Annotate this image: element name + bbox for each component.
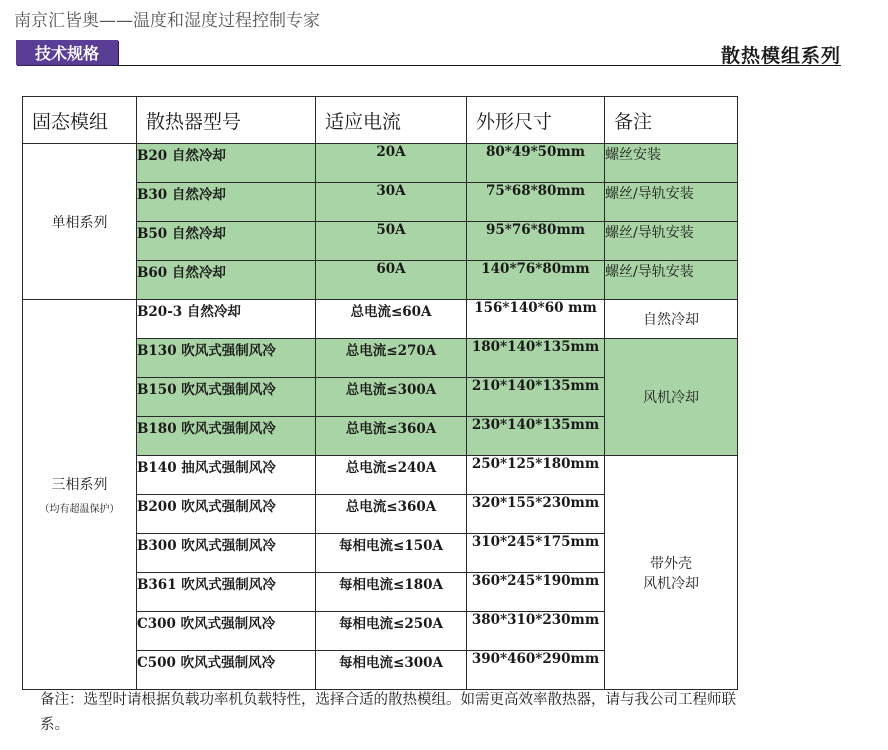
size-cell: 180*140*135mm [467,339,605,378]
size-cell: 310*245*175mm [467,534,605,573]
col-header-current: 适应电流 [316,97,467,144]
col-header-module: 固态模组 [23,97,137,144]
col-header-model: 散热器型号 [137,97,316,144]
note-cell: 螺丝/导轨安装 [605,261,738,300]
size-cell: 80*49*50mm [467,144,605,183]
current-cell: 每相电流≤150A [316,534,467,573]
model-cell: B20 自然冷却 [137,144,316,183]
note-housing-line1: 带外壳 [650,555,692,572]
model-cell: B30 自然冷却 [137,183,316,222]
current-cell: 每相电流≤180A [316,573,467,612]
current-cell: 每相电流≤250A [316,612,467,651]
size-cell: 380*310*230mm [467,612,605,651]
size-cell: 230*140*135mm [467,417,605,456]
size-cell: 95*76*80mm [467,222,605,261]
note-natural-cooling: 自然冷却 [605,300,738,339]
spec-tag: 技术规格 [16,40,118,65]
size-cell: 320*155*230mm [467,495,605,534]
current-cell: 总电流≤360A [316,417,467,456]
header-rule [118,65,841,66]
model-cell: B130 吹风式强制风冷 [137,339,316,378]
model-cell: C500 吹风式强制风冷 [137,651,316,690]
current-cell: 60A [316,261,467,300]
size-cell: 360*245*190mm [467,573,605,612]
current-cell: 总电流≤60A [316,300,467,339]
size-cell: 156*140*60 mm [467,300,605,339]
table-row [23,300,738,339]
group-three-phase [23,300,137,690]
group-single-phase: 单相系列 [23,144,137,300]
model-cell: B50 自然冷却 [137,222,316,261]
group-three-phase-sub: （均有超温保护） [39,504,120,515]
current-cell: 总电流≤300A [316,378,467,417]
current-cell: 30A [316,183,467,222]
model-cell: B20-3 自然冷却 [137,300,316,339]
company-header: 南京汇皆奥——温度和湿度过程控制专家 [14,11,320,31]
table-row [23,144,738,183]
model-cell: B60 自然冷却 [137,261,316,300]
model-cell: B180 吹风式强制风冷 [137,417,316,456]
size-cell: 75*68*80mm [467,183,605,222]
model-cell: B361 吹风式强制风冷 [137,573,316,612]
size-cell: 210*140*135mm [467,378,605,417]
series-title: 散热模组系列 [720,45,841,67]
current-cell: 50A [316,222,467,261]
model-cell: B150 吹风式强制风冷 [137,378,316,417]
note-housing-line2: 风机冷却 [643,575,699,592]
current-cell: 20A [316,144,467,183]
size-cell: 140*76*80mm [467,261,605,300]
model-cell: C300 吹风式强制风冷 [137,612,316,651]
current-cell: 总电流≤270A [316,339,467,378]
col-header-note: 备注 [605,97,738,144]
note-fan-cooling: 风机冷却 [605,339,738,456]
spec-table [22,96,738,690]
current-cell: 总电流≤360A [316,495,467,534]
model-cell: B200 吹风式强制风冷 [137,495,316,534]
note-cell: 螺丝/导轨安装 [605,222,738,261]
note-housing-fan-cooling [605,456,738,690]
group-three-phase-label: 三相系列 [51,477,108,493]
col-header-size: 外形尺寸 [467,97,605,144]
model-cell: B300 吹风式强制风冷 [137,534,316,573]
current-cell: 每相电流≤300A [316,651,467,690]
size-cell: 250*125*180mm [467,456,605,495]
model-cell: B140 抽风式强制风冷 [137,456,316,495]
note-cell: 螺丝安装 [605,144,738,183]
size-cell: 390*460*290mm [467,651,605,690]
note-cell: 螺丝/导轨安装 [605,183,738,222]
footnote: 备注：选型时请根据负载功率机负载特性，选择合适的散热模组。如需更高效率散热器，请与我公司工程师联系。 [40,692,736,733]
table-header-row [23,97,738,144]
current-cell: 总电流≤240A [316,456,467,495]
